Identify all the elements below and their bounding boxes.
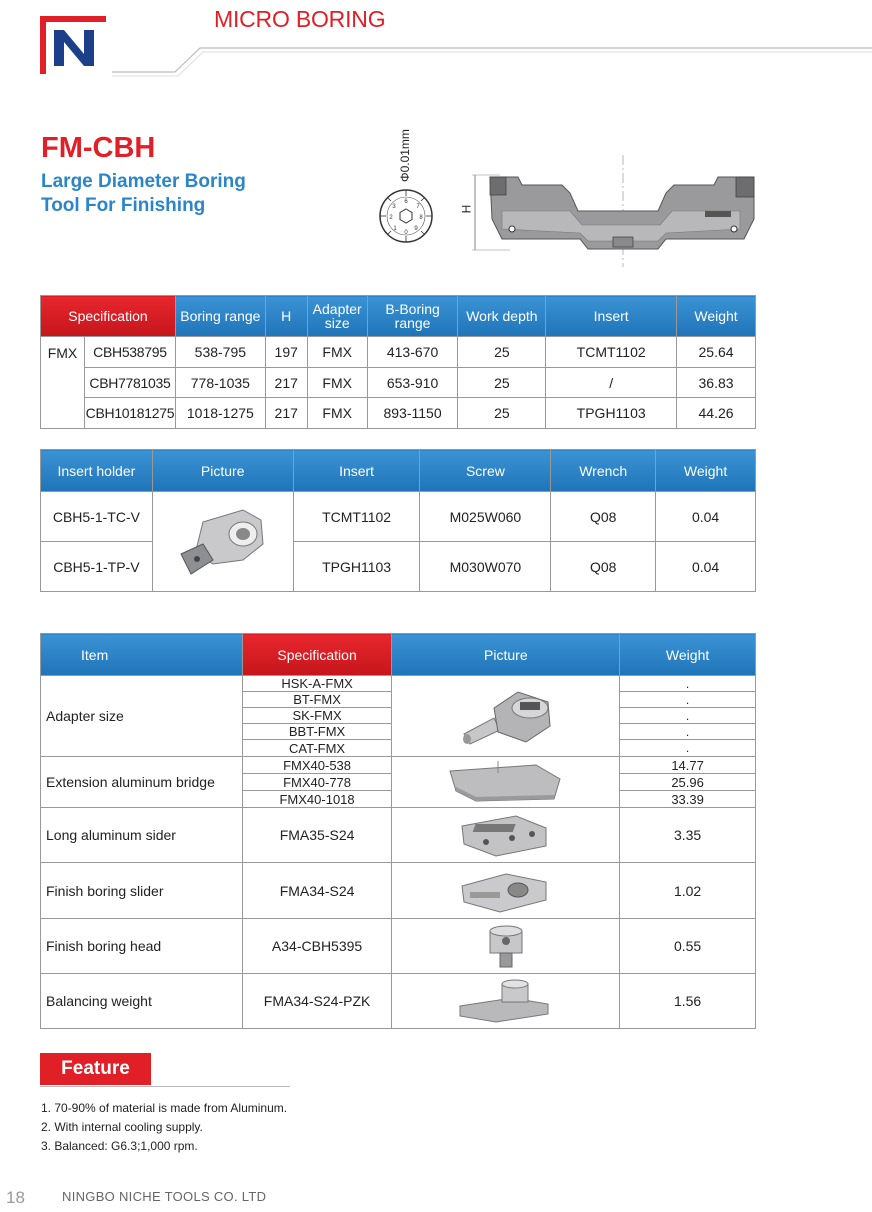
cell-weight: 1.56 bbox=[620, 974, 756, 1029]
cell-spec: FMX40-538 bbox=[242, 757, 392, 774]
cell-insert: TPGH1103 bbox=[293, 542, 420, 592]
boring-head-image bbox=[476, 921, 536, 971]
th-wrench: Wrench bbox=[551, 450, 656, 492]
svg-text:6: 6 bbox=[404, 199, 408, 205]
cell-insert: / bbox=[546, 368, 677, 398]
th-insert-holder: Insert holder bbox=[41, 450, 153, 492]
cell-b-range: 893-1150 bbox=[367, 398, 458, 429]
th-insert: Insert bbox=[293, 450, 420, 492]
feature-item: 3. Balanced: G6.3;1,000 rpm. bbox=[41, 1139, 198, 1153]
cell-adapter: FMX bbox=[307, 368, 367, 398]
cell-wrench: Q08 bbox=[551, 492, 656, 542]
cell-weight: 25.96 bbox=[620, 774, 756, 791]
th-weight: Weight bbox=[620, 634, 756, 676]
cell-spec: HSK-A-FMX bbox=[242, 676, 392, 692]
table-row bbox=[41, 863, 756, 919]
cell-spec: SK-FMX bbox=[242, 708, 392, 724]
cell-spec: CBH10181275 bbox=[84, 398, 175, 429]
th-picture: Picture bbox=[152, 450, 293, 492]
dial-label: Φ0.01mm bbox=[398, 129, 412, 182]
svg-text:7: 7 bbox=[416, 204, 420, 210]
cell-screw: M025W060 bbox=[420, 492, 551, 542]
finish-slider-picture bbox=[392, 863, 620, 919]
company-name: NINGBO NICHE TOOLS CO. LTD bbox=[62, 1189, 267, 1204]
table-row bbox=[41, 757, 756, 774]
bridge-picture bbox=[392, 757, 620, 808]
th-work-depth: Work depth bbox=[458, 296, 546, 337]
cell-depth: 25 bbox=[458, 398, 546, 429]
components-table bbox=[40, 633, 756, 1029]
th-b-boring-range: B-Boring range bbox=[367, 296, 458, 337]
page-number: 18 bbox=[6, 1188, 25, 1207]
th-adapter-size: Adapter size bbox=[307, 296, 367, 337]
adapter-image bbox=[456, 678, 556, 754]
svg-text:0: 0 bbox=[404, 230, 408, 236]
table-row bbox=[41, 808, 756, 863]
feature-heading: Feature bbox=[40, 1053, 151, 1085]
table-row bbox=[41, 337, 756, 368]
cell-weight: 36.83 bbox=[677, 368, 756, 398]
cell-item: Finish boring slider bbox=[41, 863, 243, 919]
table-row bbox=[41, 974, 756, 1029]
balancing-weight-image bbox=[456, 978, 556, 1024]
subtitle-line-2: Tool For Finishing bbox=[41, 195, 206, 216]
cell-weight: 0.04 bbox=[656, 542, 756, 592]
svg-text:1: 1 bbox=[393, 226, 397, 232]
cell-weight: 44.26 bbox=[677, 398, 756, 429]
cell-b-range: 653-910 bbox=[367, 368, 458, 398]
feature-divider bbox=[40, 1086, 290, 1087]
cell-weight: 33.39 bbox=[620, 791, 756, 808]
cell-h: 217 bbox=[265, 368, 307, 398]
dial-label-wrap bbox=[396, 120, 416, 182]
cell-depth: 25 bbox=[458, 368, 546, 398]
insert-holder-image bbox=[173, 502, 273, 582]
bridge-image bbox=[446, 759, 566, 805]
th-boring-range: Boring range bbox=[175, 296, 265, 337]
th-weight: Weight bbox=[677, 296, 756, 337]
cell-weight: 0.04 bbox=[656, 492, 756, 542]
cell-item: Balancing weight bbox=[41, 974, 243, 1029]
dimension-h-label: H bbox=[459, 204, 474, 214]
cell-weight: 25.64 bbox=[677, 337, 756, 368]
svg-text:8: 8 bbox=[419, 215, 423, 221]
cell-spec: FMX40-1018 bbox=[242, 791, 392, 808]
cell-spec: FMA35-S24 bbox=[242, 808, 392, 863]
cell-range: 1018-1275 bbox=[175, 398, 265, 429]
insert-holder-table bbox=[40, 449, 756, 592]
feature-item: 2. With internal cooling supply. bbox=[41, 1120, 203, 1134]
cell-spec: A34-CBH5395 bbox=[242, 919, 392, 974]
th-screw: Screw bbox=[420, 450, 551, 492]
cell-depth: 25 bbox=[458, 337, 546, 368]
cell-spec: FMA34-S24 bbox=[242, 863, 392, 919]
cell-weight: . bbox=[620, 724, 756, 740]
cell-h: 217 bbox=[265, 398, 307, 429]
product-subtitle bbox=[41, 170, 246, 218]
th-h: H bbox=[265, 296, 307, 337]
balancing-weight-picture bbox=[392, 974, 620, 1029]
svg-text:9: 9 bbox=[414, 226, 418, 232]
cell-screw: M030W070 bbox=[420, 542, 551, 592]
cell-adapter: FMX bbox=[307, 398, 367, 429]
spec-table bbox=[40, 295, 756, 429]
table-row bbox=[41, 398, 756, 429]
cell-spec: FMX40-778 bbox=[242, 774, 392, 791]
cell-spec: BBT-FMX bbox=[242, 724, 392, 740]
th-picture: Picture bbox=[392, 634, 620, 676]
cell-holder: CBH5-1-TC-V bbox=[41, 492, 153, 542]
svg-text:3: 3 bbox=[392, 204, 396, 210]
feature-item: 1. 70-90% of material is made from Aluminum. bbox=[41, 1101, 288, 1115]
cell-h: 197 bbox=[265, 337, 307, 368]
cell-holder: CBH5-1-TP-V bbox=[41, 542, 153, 592]
cell-item: Adapter size bbox=[41, 676, 243, 757]
cell-weight: 0.55 bbox=[620, 919, 756, 974]
cell-b-range: 413-670 bbox=[367, 337, 458, 368]
svg-text:2: 2 bbox=[389, 215, 393, 221]
table-row bbox=[41, 542, 756, 592]
cell-insert: TPGH1103 bbox=[546, 398, 677, 429]
th-specification: Specification bbox=[242, 634, 392, 676]
cell-weight: . bbox=[620, 708, 756, 724]
table-row bbox=[41, 676, 756, 692]
subtitle-line-1: Large Diameter Boring bbox=[41, 171, 246, 192]
cell-adapter: FMX bbox=[307, 337, 367, 368]
micro-dial-icon bbox=[378, 188, 434, 244]
table-row bbox=[41, 492, 756, 542]
long-slider-image bbox=[456, 812, 556, 858]
cell-item: Finish boring head bbox=[41, 919, 243, 974]
cell-spec: CBH7781035 bbox=[84, 368, 175, 398]
th-specification: Specification bbox=[41, 296, 176, 337]
cell-insert: TCMT1102 bbox=[546, 337, 677, 368]
cell-spec: CBH538795 bbox=[84, 337, 175, 368]
cell-weight: 1.02 bbox=[620, 863, 756, 919]
th-item: Item bbox=[41, 634, 243, 676]
th-weight: Weight bbox=[656, 450, 756, 492]
adapter-picture bbox=[392, 676, 620, 757]
cell-weight: 3.35 bbox=[620, 808, 756, 863]
table-row bbox=[41, 919, 756, 974]
cell-item: Extension aluminum bridge bbox=[41, 757, 243, 808]
cell-spec: FMA34-S24-PZK bbox=[242, 974, 392, 1029]
slider-long-picture bbox=[392, 808, 620, 863]
cell-weight: . bbox=[620, 676, 756, 692]
group-cell: FMX bbox=[41, 337, 85, 429]
header-title: MICRO BORING bbox=[214, 6, 386, 32]
product-code: FM-CBH bbox=[41, 132, 156, 164]
cell-wrench: Q08 bbox=[551, 542, 656, 592]
boring-tool-drawing bbox=[470, 155, 770, 267]
insert-holder-picture bbox=[152, 492, 293, 592]
cell-weight: . bbox=[620, 692, 756, 708]
cell-weight: . bbox=[620, 740, 756, 757]
cell-spec: CAT-FMX bbox=[242, 740, 392, 757]
boring-head-picture bbox=[392, 919, 620, 974]
header-decoration bbox=[0, 0, 872, 90]
th-insert: Insert bbox=[546, 296, 677, 337]
cell-item: Long aluminum sider bbox=[41, 808, 243, 863]
cell-insert: TCMT1102 bbox=[293, 492, 420, 542]
table-row bbox=[41, 368, 756, 398]
company-logo bbox=[40, 16, 106, 74]
finish-slider-image bbox=[456, 868, 556, 914]
cell-range: 778-1035 bbox=[175, 368, 265, 398]
cell-spec: BT-FMX bbox=[242, 692, 392, 708]
cell-weight: 14.77 bbox=[620, 757, 756, 774]
feature-list bbox=[41, 1099, 287, 1156]
cell-range: 538-795 bbox=[175, 337, 265, 368]
